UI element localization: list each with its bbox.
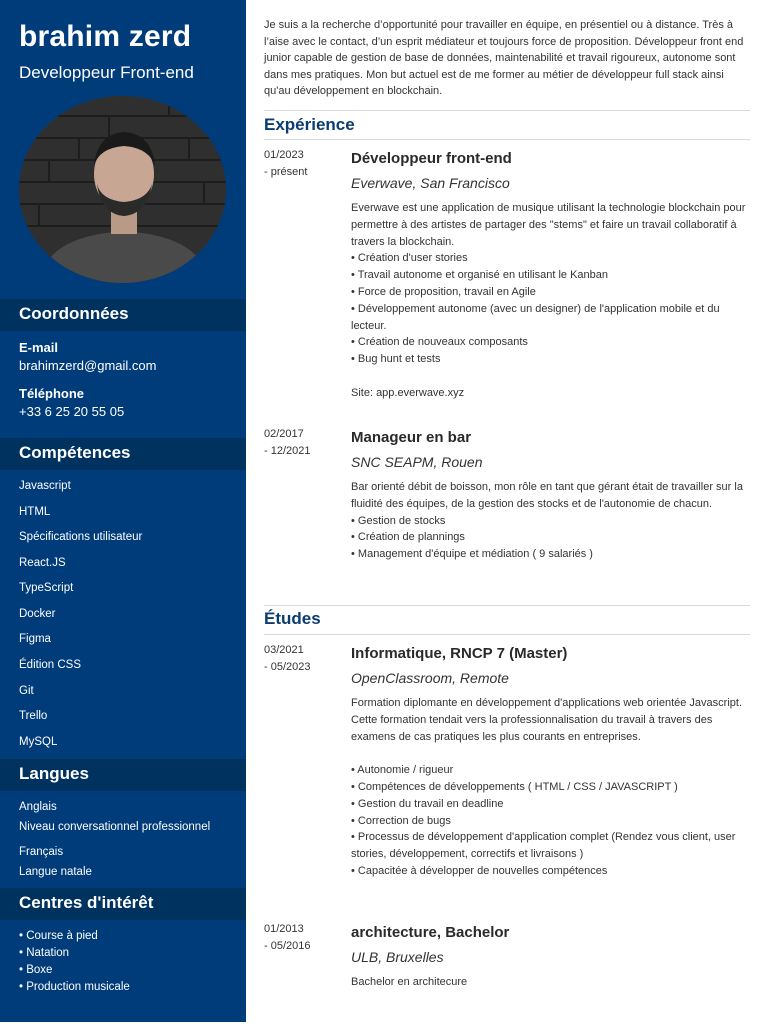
- interests-heading: Centres d'intérêt: [0, 888, 246, 920]
- experience-description: Everwave est une application de musique utilisant la technologie blockchain pour permettre à des artistes de partager des "stems" et faire un travail collaboratif à travers la blockchain. • Création d'user stories • Travail autonome et organisé en utilisant le Kanban • Force de proposition, travail en Agile • Développement autonome (avec un designer) de l'application mobile et du lecteur. • Création de nouveaux composants • Bug hunt et tests Site: app.everwave.xyz: [351, 202, 746, 399]
- experience-heading: Expérience: [264, 115, 355, 134]
- candidate-role: Developpeur Front-end: [19, 63, 194, 82]
- candidate-name: brahim zerd: [19, 20, 192, 53]
- education-description: Formation diplomante en développement d'applications web orientée Javascript. Cette formation tendait vers la professionnalisation du travail à travers des examens de cas pratiques les plus courants en entreprises. • Autonomie / rigueur • Compétences de développements ( HTML / CSS / JAVASCRIPT ) • Gestion du travail en deadline • Correction de bugs • Processus de développement d'application complet (Rendez vous client, user stories, développement, correctifs et livraisons ) • Capacitée à développer de nouvelles compétences: [351, 697, 742, 877]
- divider: [264, 110, 750, 111]
- skill-item: Spécifications utilisateur: [19, 531, 143, 543]
- email-value[interactable]: brahimzerd@gmail.com: [19, 358, 157, 373]
- interest-item: • Boxe: [19, 964, 53, 976]
- skill-item: Figma: [19, 633, 51, 645]
- main-content: [246, 0, 768, 1024]
- education-date-start: 01/2013: [264, 923, 304, 935]
- education-heading: Études: [264, 609, 321, 628]
- interest-item: • Natation: [19, 947, 70, 959]
- phone-value[interactable]: +33 6 25 20 55 05: [19, 404, 125, 419]
- skill-item: MySQL: [19, 736, 58, 748]
- profile-summary: Je suis a la recherche d’opportunité pour travailler en équipe, en présentiel ou à distance. Très à l’aise avec le contact, d’un esprit médiateur et toujours force de proposition. Développeur front end junior capable de gestion de base de données, maintenabilité et travail rigoureux, autonome sont dans mes pratiques. Mon but actuel est de me former au métier de développeur full stack ainsi qu'au développement en blockchain.: [264, 19, 744, 98]
- experience-company: SNC SEAPM, Rouen: [351, 454, 483, 470]
- interest-item: • Course à pied: [19, 930, 98, 942]
- language-level: Niveau conversationnel professionnel: [19, 821, 211, 833]
- divider: [264, 634, 750, 635]
- sidebar: [0, 0, 246, 1022]
- education-description: Bachelor en architecure: [351, 976, 468, 988]
- experience-date-start: 02/2017: [264, 428, 304, 440]
- education-date-end: - 05/2023: [264, 661, 311, 673]
- experience-description: Bar orienté débit de boisson, mon rôle en tant que gérant était de travailler sur la fluidité des équipes, de la gestion des stocks et de l'autonomie de chacun. • Gestion de stocks • Création de plannings • Management d'équipe et médiation ( 9 salariés ): [351, 481, 743, 561]
- education-title: architecture, Bachelor: [351, 924, 510, 941]
- experience-date-end: - 12/2021: [264, 445, 311, 457]
- experience-date-start: 01/2023: [264, 149, 304, 161]
- education-date-end: - 05/2016: [264, 940, 311, 952]
- language-level: Langue natale: [19, 866, 92, 878]
- phone-label: Téléphone: [19, 386, 85, 401]
- skill-item: Git: [19, 685, 34, 697]
- language-name: Anglais: [19, 801, 57, 813]
- profile-photo: [19, 96, 226, 283]
- skill-item: Trello: [19, 710, 48, 722]
- skill-item: React.JS: [19, 557, 66, 569]
- skill-item: Édition CSS: [19, 659, 82, 671]
- skills-heading: Compétences: [0, 438, 246, 470]
- education-school: ULB, Bruxelles: [351, 949, 444, 965]
- languages-heading: Langues: [0, 759, 246, 791]
- education-title: Informatique, RNCP 7 (Master): [351, 645, 568, 662]
- divider: [264, 139, 750, 140]
- experience-company: Everwave, San Francisco: [351, 175, 510, 191]
- experience-title: Développeur front-end: [351, 150, 512, 167]
- interest-item: • Production musicale: [19, 981, 130, 993]
- email-label: E-mail: [19, 340, 59, 355]
- skill-item: Javascript: [19, 480, 71, 492]
- experience-title: Manageur en bar: [351, 429, 472, 446]
- skill-item: HTML: [19, 506, 51, 518]
- skill-item: Docker: [19, 608, 56, 620]
- contact-heading: Coordonnées: [0, 299, 246, 331]
- education-school: OpenClassroom, Remote: [351, 670, 509, 686]
- divider: [264, 605, 750, 606]
- skill-item: TypeScript: [19, 582, 74, 594]
- education-date-start: 03/2021: [264, 644, 304, 656]
- experience-date-end: - présent: [264, 166, 308, 178]
- language-name: Français: [19, 846, 64, 858]
